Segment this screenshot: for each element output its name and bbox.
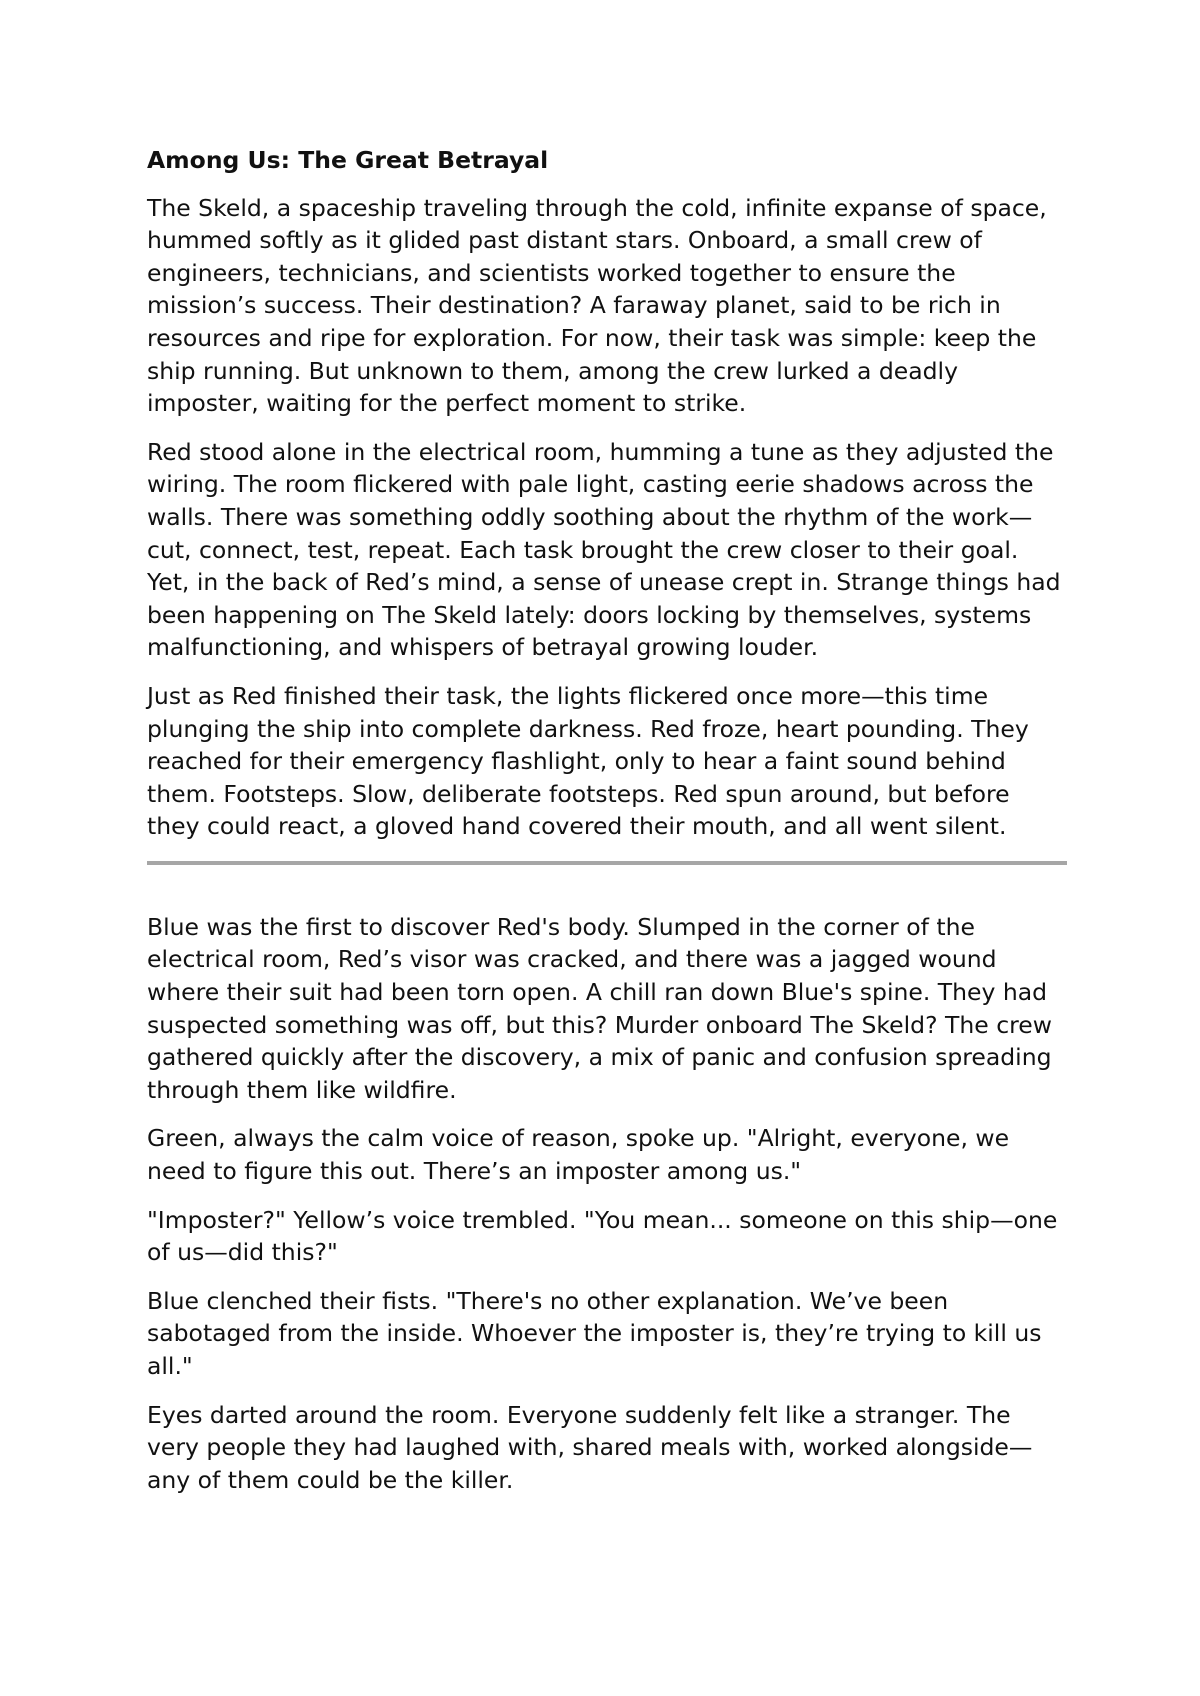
- paragraph-suspicion: Eyes darted around the room. Everyone suddenly felt like a stranger. The very people they had laughed with, shared meals with, worked alongside—any of them could be the killer.: [147, 1400, 1033, 1494]
- section-divider: [147, 861, 1067, 865]
- paragraph-body-discovered: Blue was the first to discover Red's body. Slumped in the corner of the electrical room, Red’s visor was cracked, and there was a jagged wound where their suit had been torn open. A chill ran down Blue's spine. They had suspected something was off, but this? Murder onboard The Skeld? The crew gathered quickly after the discovery, a mix of panic and confusion spreading through them like wildfire.: [147, 912, 1052, 1104]
- paragraph-yellow-speaks: "Imposter?" Yellow’s voice trembled. "You mean... someone on this ship—one of us—did this?": [147, 1205, 1058, 1267]
- paragraph-blue-speaks: Blue clenched their fists. "There's no other explanation. We’ve been sabotaged from the inside. Whoever the imposter is, they’re trying to kill us all.": [147, 1286, 1042, 1380]
- paragraph-lights-out: Just as Red finished their task, the lights flickered once more—this time plunging the ship into complete darkness. Red froze, heart pounding. They reached for their emergency flashlight, only to hear a faint sound behind them. Footsteps. Slow, deliberate footsteps. Red spun around, but before they could react, a gloved hand covered their mouth, and all went silent.: [147, 681, 1029, 841]
- document-title: Among Us: The Great Betrayal: [147, 146, 549, 174]
- document-page: [147, 144, 1067, 1512]
- paragraph-opening: The Skeld, a spaceship traveling through the cold, infinite expanse of space, hummed softly as it glided past distant stars. Onboard, a small crew of engineers, technicians, and scientists worked together to ensure the mission’s success. Their destination? A faraway planet, said to be rich in resources and ripe for exploration. For now, their task was simple: keep the ship running. But unknown to them, among the crew lurked a deadly imposter, waiting for the perfect moment to strike.: [147, 193, 1047, 418]
- paragraph-green-speaks: Green, always the calm voice of reason, spoke up. "Alright, everyone, we need to figure this out. There’s an imposter among us.": [147, 1124, 1010, 1186]
- paragraph-red-electrical: Red stood alone in the electrical room, humming a tune as they adjusted the wiring. The room flickered with pale light, casting eerie shadows across the walls. There was something oddly soothing about the rhythm of the work—cut, connect, test, repeat. Each task brought the crew closer to their goal. Yet, in the back of Red’s mind, a sense of unease crept in. Strange things had been happening on The Skeld lately: doors locking by themselves, systems malfunctioning, and whispers of betrayal growing louder.: [147, 437, 1061, 662]
